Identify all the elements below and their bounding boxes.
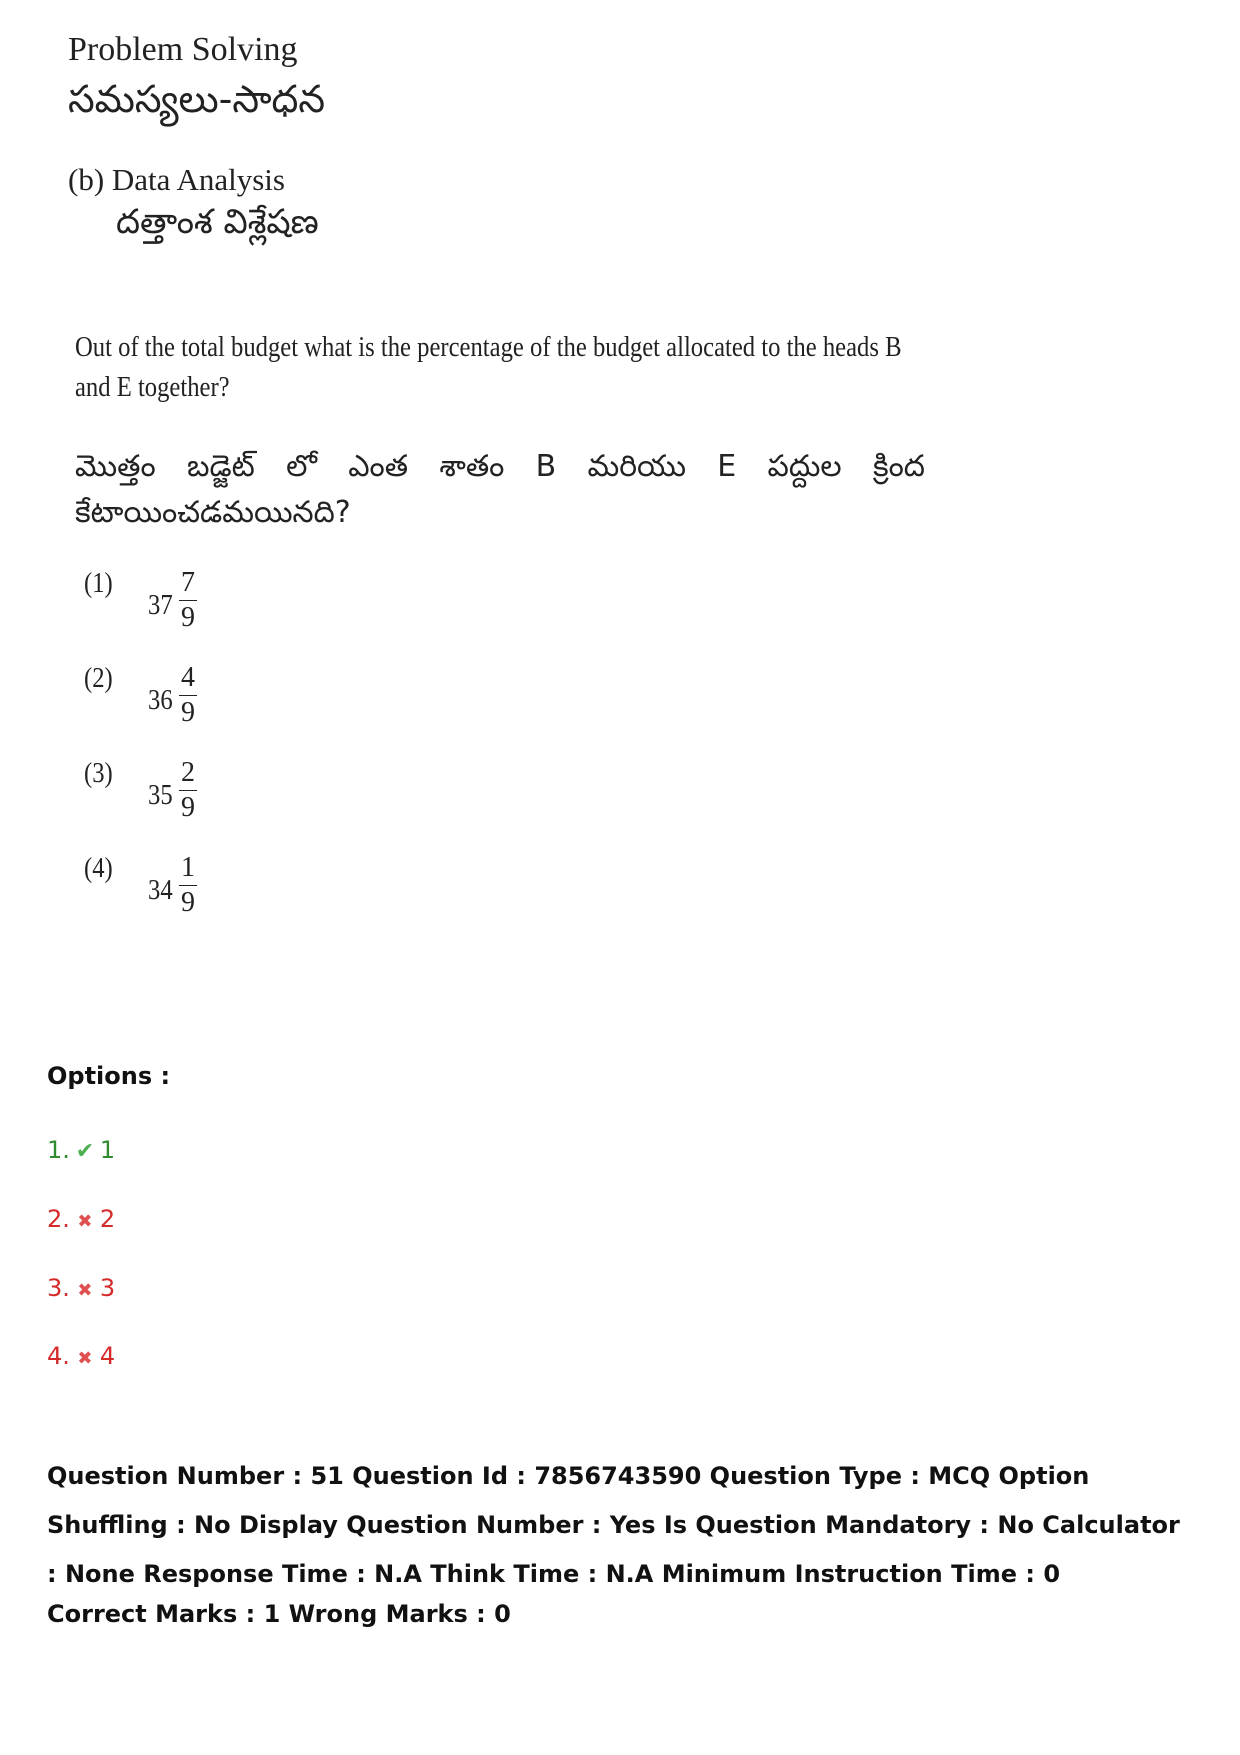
choice-whole: 34 [148,875,173,906]
option-4 [47,1340,115,1375]
choice-fraction [176,851,200,920]
fraction-denominator: 9 [181,697,195,728]
choice-fraction [176,756,200,825]
choice-number: (2) [84,663,113,694]
question-text-telugu: మొత్తం బడ్జెట్ లో ఎంత శాతం B మరియు E పద్దుల క్రింద కేటాయించడమయినది? [75,449,925,530]
fraction-denominator: 9 [181,792,195,823]
option-2 [47,1203,115,1238]
check-icon: ✔ [75,1139,95,1164]
cross-icon: ✖ [77,1211,93,1232]
choice-4 [84,851,384,931]
cross-icon: ✖ [77,1348,93,1369]
fraction-numerator: 2 [181,757,195,788]
option-index: 1. [47,1136,70,1164]
fraction-numerator: 7 [181,567,195,598]
option-1 [47,1134,115,1168]
question-text-english: Out of the total budget what is the percentage of the budget allocated to the heads B and E together? [75,332,902,403]
cross-icon: ✖ [77,1280,93,1301]
option-value: 2 [99,1205,116,1233]
section-title: Problem Solving [68,31,298,68]
choice-2 [84,661,384,741]
options-label: Options : [47,1062,171,1090]
subsection-title-telugu: దత్తాంశ విశ్లేషణ [116,202,319,242]
choice-whole: 37 [148,590,173,621]
option-index: 3. [47,1274,70,1302]
fraction-denominator: 9 [181,887,195,918]
choice-whole: 35 [148,780,173,811]
choice-number: (1) [84,568,113,599]
section-title-telugu: సమస్యలు-సాధన [68,77,326,121]
choice-3 [84,756,384,836]
option-value: 4 [99,1342,116,1370]
choice-number: (3) [84,758,113,789]
option-value: 3 [99,1274,116,1302]
choice-fraction [176,661,200,730]
option-index: 4. [47,1342,70,1370]
question-metadata: Question Number : 51 Question Id : 7856743590 Question Type : MCQ Option Shuffling : No Display Question Number : Yes Is Question Mandatory : No Calculator : None Response Time : N.A Think Time : N.A Minimum Instruction Time : 0 [47,1462,1180,1588]
choice-whole: 36 [148,685,173,716]
fraction-numerator: 1 [181,852,195,883]
marks-info: Correct Marks : 1 Wrong Marks : 0 [47,1600,511,1628]
option-value: 1 [99,1136,116,1164]
choice-number: (4) [84,853,113,884]
subsection-title: (b) Data Analysis [68,162,285,197]
choice-1 [84,566,384,646]
option-3 [47,1272,115,1307]
choice-fraction [176,566,200,635]
option-index: 2. [47,1205,70,1233]
fraction-numerator: 4 [181,662,195,693]
fraction-denominator: 9 [181,602,195,633]
